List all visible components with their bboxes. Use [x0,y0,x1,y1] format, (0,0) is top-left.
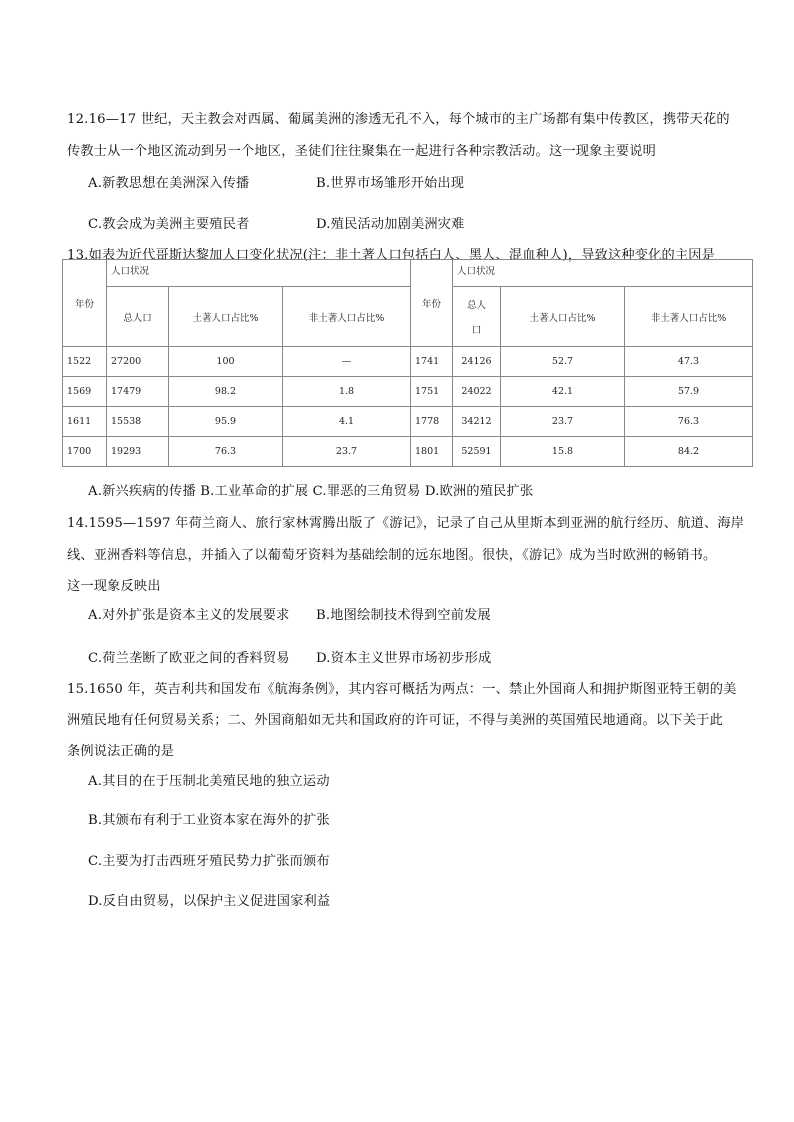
year-header-right: 年份 [411,260,453,347]
year-cell: 1569 [63,377,107,407]
total-cell: 17479 [107,377,169,407]
table-row [63,347,753,377]
nonnative-cell: — [283,347,411,377]
nonnative-cell: 76.3 [625,407,753,437]
q14-stem-line-2: 线、亚洲香料等信息，并插入了以葡萄牙资料为基础绘制的远东地图。很快，《游记》成为当时欧洲的畅销书。 [67,548,717,563]
year-cell: 1522 [63,347,107,377]
q12-stem-line-2: 传教士从一个地区流动到另一个地区，圣徒们往往聚集在一起进行各种宗教活动。这一现象主要说明 [67,144,657,159]
year-header-left: 年份 [63,260,107,347]
nonnative-ratio-header-right: 非土著人口占比% [625,287,753,347]
native-cell: 23.7 [501,407,625,437]
year-cell: 1700 [63,437,107,467]
year-cell: 1778 [411,407,453,437]
q15-option-b[interactable]: B.其颁布有利于工业资本家在海外的扩张 [88,813,330,828]
q15-option-d[interactable]: D.反自由贸易，以保护主义促进国家利益 [88,894,331,909]
total-cell: 24126 [453,347,501,377]
native-ratio-header-left: 土著人口占比% [169,287,283,347]
total-cell: 34212 [453,407,501,437]
q15-option-a[interactable]: A.其目的在于压制北美殖民地的独立运动 [88,774,330,789]
q14-option-a[interactable]: A.对外扩张是资本主义的发展要求 [88,608,290,623]
native-ratio-header-right: 土著人口占比% [501,287,625,347]
native-cell: 100 [169,347,283,377]
total-cell: 19293 [107,437,169,467]
q13-options[interactable]: A.新兴疾病的传播 B.工业革命的扩展 C.罪恶的三角贸易 D.欧洲的殖民扩张 [88,484,534,499]
nonnative-cell: 84.2 [625,437,753,467]
q12-option-a[interactable]: A.新教思想在美洲深入传播 [88,176,250,191]
q15-stem-line-1: 15.1650 年，英吉利共和国发布《航海条例》，其内容可概括为两点：一、禁止外国商人和拥护斯图亚特王朝的美 [67,682,737,697]
population-table [62,259,753,467]
year-cell: 1611 [63,407,107,437]
year-cell: 1751 [411,377,453,407]
total-cell: 27200 [107,347,169,377]
native-cell: 95.9 [169,407,283,437]
q14-option-d[interactable]: D.资本主义世界市场初步形成 [316,651,492,666]
nonnative-cell: 23.7 [283,437,411,467]
q12-option-b[interactable]: B.世界市场雏形开始出现 [316,176,465,191]
native-cell: 15.8 [501,437,625,467]
nonnative-cell: 1.8 [283,377,411,407]
q12-stem-line-1: 12.16—17 世纪，天主教会对西属、葡属美洲的渗透无孔不入，每个城市的主广场都有集中传教区，携带天花的 [67,112,730,127]
nonnative-cell: 47.3 [625,347,753,377]
q14-option-b[interactable]: B.地图绘制技术得到空前发展 [316,608,491,623]
total-population-header-right [453,287,501,347]
q15-stem-line-2: 洲殖民地有任何贸易关系；二、外国商船如无共和国政府的许可证，不得与美洲的英国殖民地通商。以下关于此 [67,713,723,728]
year-cell: 1801 [411,437,453,467]
total-cell: 52591 [453,437,501,467]
total-population-header-left: 总人口 [107,287,169,347]
total-cell: 24022 [453,377,501,407]
q15-option-c[interactable]: C.主要为打击西班牙殖民势力扩张而颁布 [88,854,330,869]
table-row [63,377,753,407]
native-cell: 42.1 [501,377,625,407]
q15-stem-line-3: 条例说法正确的是 [67,744,175,759]
population-status-header-right: 人口状况 [453,260,753,287]
q12-option-d[interactable]: D.殖民活动加剧美洲灾难 [316,217,465,232]
nonnative-cell: 4.1 [283,407,411,437]
q14-stem-line-1: 14.1595—1597 年荷兰商人、旅行家林霄腾出版了《游记》，记录了自己从里斯本到亚洲的航行经历、航道、海岸 [67,516,745,531]
q13-stem-line-1: 13.如表为近代哥斯达黎加人口变化状况(注：非土著人口包括白人、黑人、混血种人)，导致这种变化的主因是 [67,248,716,263]
native-cell: 52.7 [501,347,625,377]
table-row [63,407,753,437]
q12-option-c[interactable]: C.教会成为美洲主要殖民者 [88,217,250,232]
total-cell: 15538 [107,407,169,437]
nonnative-cell: 57.9 [625,377,753,407]
q14-option-c[interactable]: C.荷兰垄断了欧亚之间的香料贸易 [88,651,290,666]
q14-stem-line-3: 这一现象反映出 [67,579,161,594]
table-row [63,437,753,467]
native-cell: 98.2 [169,377,283,407]
nonnative-ratio-header-left: 非土著人口占比% [283,287,411,347]
year-cell: 1741 [411,347,453,377]
native-cell: 76.3 [169,437,283,467]
total-header-part-2: 口 [471,325,482,336]
population-status-header-left: 人口状况 [107,260,411,287]
total-header-part-1: 总人 [466,300,486,311]
